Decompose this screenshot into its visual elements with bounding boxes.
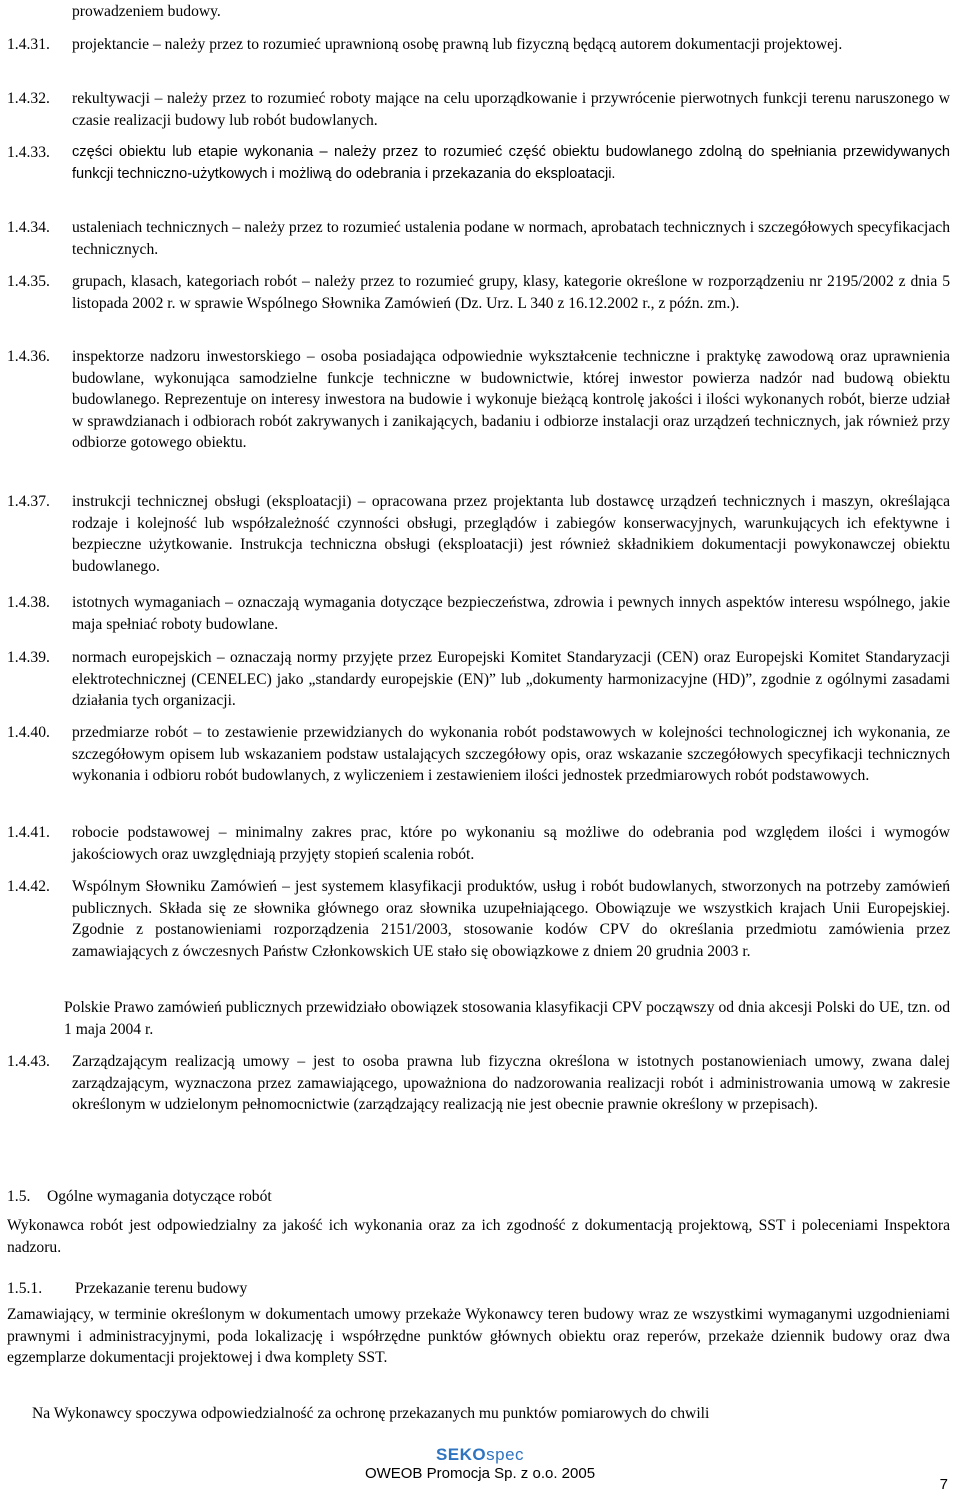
definition-number: 1.4.32. (7, 90, 50, 107)
definition-number: 1.4.39. (7, 649, 50, 666)
section-title: Przekazanie terenu budowy (75, 1280, 248, 1297)
brand-part-seko: SEKO (435, 1445, 487, 1464)
definition-text: Wspólnym Słowniku Zamówień – jest systemem klasyfikacji produktów, usług i robót budowlanych, stworzonych na potrzeby zamówień publicznych. Składa się ze słownika głównego oraz słownika uzupełniającego. Obowiązuje we wszystkich krajach Unii Europejskiej. Zgodnie z postanowieniami rozporządzenia 2151/2003, stosowanie kodów CPV do określania przedmiotu zamówienia przez zamawiających z ówczesnych Państw Członkowskich UE stało się obowiązkowe z dniem 20 grudnia 2003 r. (72, 878, 950, 960)
definition-text: grupach, klasach, kategoriach robót – należy przez to rozumieć grupy, klasy, kategorie określone w rozporządzeniu nr 2195/2002 z dnia 5 listopada 2002 r. w sprawie Wspólnego Słownika Zamówień (Dz. Urz. L 340 z 16.12.2002 r., z późn. zm.). (72, 273, 950, 312)
definition-1-4-38 (7, 592, 950, 635)
definition-number: 1.4.38. (7, 594, 50, 611)
definition-number: 1.4.41. (7, 824, 50, 841)
definition-1-4-42 (7, 876, 950, 962)
definition-number: 1.4.31. (7, 36, 50, 53)
definition-text: projektancie – należy przez to rozumieć uprawnioną osobę prawną lub fizyczną będącą autorem dokumentacji projektowej. (72, 36, 843, 53)
section-heading-1-5 (7, 1186, 272, 1208)
footer-brand-logo (0, 1445, 960, 1464)
definition-number: 1.4.36. (7, 348, 50, 365)
definition-text: Zarządzającym realizacją umowy – jest to osoba prawna lub fizyczna określona w istotnych postanowieniach umowy, zwana dalej zarządzającym, wyznaczona przez zamawiającego, upoważniona do nadzorowania realizacji robót i administrowania umową w zakresie określonym w udzielonym pełnomocnictwie (zarządzający realizacją nie jest obecnie prawnie określony w przepisach). (72, 1053, 950, 1113)
definition-1-4-35 (7, 271, 950, 314)
definition-1-4-42-continuation (7, 997, 950, 1040)
section-1-5-1-paragraph: Zamawiający, w terminie określonym w dokumentach umowy przekaże Wykonawcy teren budowy wraz ze wszystkimi wymaganymi uzgodnieniami prawnymi i administracyjnymi, poda lokalizację i współrzędne punktów głównych obiektu oraz reperów, przekaże dziennik budowy oraz dwa egzemplarze dokumentacji projektowej i dwa komplety SST. (7, 1306, 950, 1366)
section-number: 1.5.1. (7, 1280, 43, 1297)
definition-1-4-32 (7, 88, 950, 131)
definition-text: normach europejskich – oznaczają normy przyjęte przez Europejski Komitet Standaryzacji (CEN) oraz Europejski Komitet Standaryzacji elektrotechnicznej (CENELEC) jako „standardy europejskie (EN)” lub „dokumenty harmonizacyjne (HD)”, zgodnie z ogólnymi zasadami działania tych organizacji. (72, 649, 950, 709)
lead-line (7, 1, 950, 23)
section-1-5-1-paragraph-2: Na Wykonawcy spoczywa odpowiedzialność za ochronę przekazanych mu punktów pomiarowych do chwili (32, 1405, 710, 1422)
definition-number: 1.4.37. (7, 493, 50, 510)
definition-1-4-39 (7, 647, 950, 712)
definition-number: 1.4.33. (7, 144, 50, 161)
definition-1-4-34 (7, 217, 950, 260)
definition-text: inspektorze nadzoru inwestorskiego – osoba posiadająca odpowiednie wykształcenie techniczne i praktykę zawodową oraz uprawnienia budowlane, wykonująca samodzielne funkcje techniczne w budownictwie, której inwestor powierza nadzór nad budową obiektu budowlanego. Reprezentuje on interesy inwestora na budowie i wykonuje bieżącą kontrolę jakości i ilości wykonanych robót, bierze udział w sprawdzianach i odbiorach robót zakrywanych i zanikających, badaniu i odbiorze instalacji oraz urządzeń technicznych, jak również przy odbiorze gotowego obiektu. (72, 348, 950, 451)
definition-number: 1.4.43. (7, 1053, 50, 1070)
page-number: 7 (939, 1476, 948, 1493)
lead-line-text: prowadzeniem budowy. (72, 3, 221, 20)
brand-part-spec: spec (486, 1445, 525, 1464)
definition-text: ustaleniach technicznych – należy przez to rozumieć ustalenia podane w normach, aprobatach technicznych i szczegółowych specyfikacjach technicznych. (72, 219, 950, 258)
definition-1-4-41 (7, 822, 950, 865)
definition-text: instrukcji technicznej obsługi (eksploatacji) – opracowana przez projektanta lub dostawcę urządzeń technicznych i maszyn, określająca rodzaje i kolejność lub współzależność czynności obsługi, przeglądów i zabiegów konserwacyjnych, warunkujących ich efektywne i bezpieczne użytkowanie. Instrukcja techniczna obsługi (eksploatacji) jest również składnikiem dokumentacji powykonawczej obiektu budowlanego. (72, 493, 950, 575)
definition-1-4-36 (7, 346, 950, 454)
definition-text: Polskie Prawo zamówień publicznych przewidziało obowiązek stosowania klasyfikacji CPV począwszy od dnia akcesji Polski do UE, tzn. od 1 maja 2004 r. (64, 999, 950, 1038)
section-heading-1-5-1 (7, 1278, 247, 1300)
definition-1-4-31 (7, 34, 950, 56)
definition-1-4-40 (7, 722, 950, 787)
definition-text: części obiektu lub etapie wykonania – należy przez to rozumieć część obiektu budowlanego zdolną do spełniania przewidywanych funkcji techniczno-użytkowych i możliwą do odebrania i przekazania do eksploatacji. (72, 144, 950, 182)
definition-text: rekultywacji – należy przez to rozumieć roboty mające na celu uporządkowanie i przywrócenie pierwotnych funkcji terenu naruszonego w czasie realizacji budowy lub robót budowlanych. (72, 90, 950, 129)
definition-number: 1.4.35. (7, 273, 50, 290)
definition-text: przedmiarze robót – to zestawienie przewidzianych do wykonania robót podstawowych w kolejności technologicznej ich wykonania, ze szczegółowym opisem lub wskazaniem podstaw ustalających szczegółowy opis, oraz wskazanie szczegółowych specyfikacji technicznych wykonania i odbioru robót budowlanych, z wyliczeniem i zestawieniem ilości jednostek przedmiarowych robót podstawowych. (72, 724, 950, 784)
section-title: Ogólne wymagania dotyczące robót (47, 1188, 272, 1205)
footer-company: OWEOB Promocja Sp. z o.o. 2005 (364, 1465, 596, 1482)
definition-1-4-33 (7, 142, 950, 185)
definition-text: istotnych wymaganiach – oznaczają wymagania dotyczące bezpieczeństwa, zdrowia i pewnych innych aspektów interesu wspólnego, jakie maja spełniać roboty budowlane. (72, 594, 950, 633)
definition-1-4-37 (7, 491, 950, 577)
section-number: 1.5. (7, 1188, 31, 1205)
definition-1-4-43 (7, 1051, 950, 1116)
definition-text: robocie podstawowej – minimalny zakres prac, które po wykonaniu są możliwe do odebrania pod względem ilości i wymogów jakościowych oraz uwzględniają przyjęty stopień scalenia robót. (72, 824, 950, 863)
section-1-5-paragraph: Wykonawca robót jest odpowiedzialny za jakość ich wykonania oraz za ich zgodność z dokumentacją projektową, SST i poleceniami Inspektora nadzoru. (7, 1217, 950, 1256)
definition-number: 1.4.40. (7, 724, 50, 741)
definition-number: 1.4.42. (7, 878, 50, 895)
definition-number: 1.4.34. (7, 219, 50, 236)
